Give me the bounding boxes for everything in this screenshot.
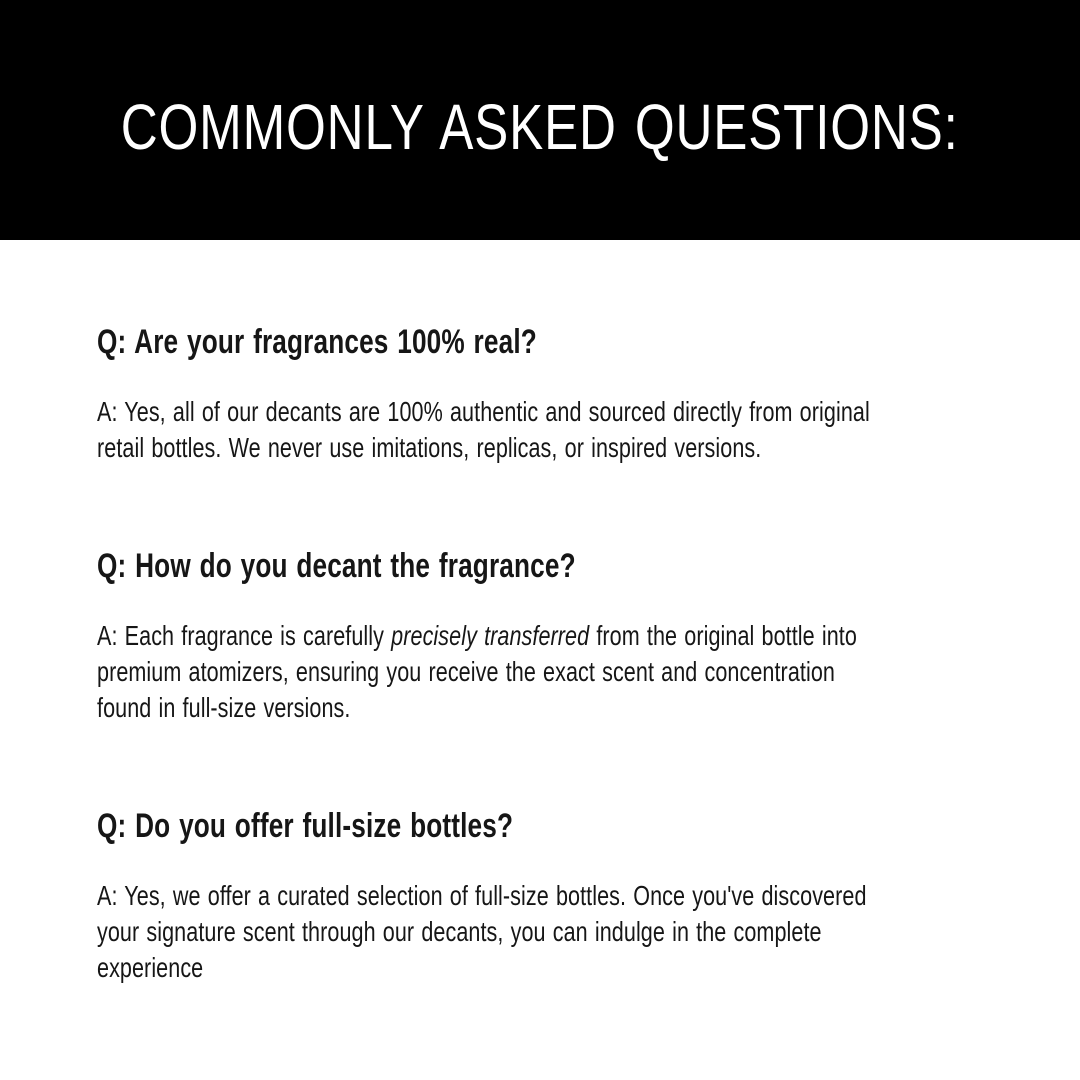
question-2: Q: How do you decant the fragrance? (97, 547, 576, 585)
answer-3-line-3: experience (97, 952, 204, 983)
answer-3-line-2: your signature scent through our decants, you can indulge in the complete (97, 916, 822, 947)
faq-item-1 (97, 240, 1020, 466)
answer-2-line-1 (97, 618, 857, 654)
answer-2-line-1-italic: precisely transferred (391, 620, 590, 651)
page-title: COMMONLY ASKED QUESTIONS: (121, 91, 959, 163)
answer-2-line-2: premium atomizers, ensuring you receive the exact scent and concentration (97, 656, 835, 687)
answer-2-line-3: found in full-size versions. (97, 692, 351, 723)
faq-content (0, 240, 1080, 986)
answer-1 (97, 394, 1020, 466)
answer-2-line-1-pre: A: Each fragrance is carefully (97, 620, 392, 651)
faq-item-3 (97, 806, 1020, 986)
answer-3 (97, 878, 1020, 986)
answer-2 (97, 618, 1020, 726)
question-1: Q: Are your fragrances 100% real? (97, 323, 537, 361)
answer-1-line-2: retail bottles. We never use imitations, replicas, or inspired versions. (97, 432, 762, 463)
header-band (0, 0, 1080, 240)
faq-item-2 (97, 546, 1020, 726)
answer-1-line-1: A: Yes, all of our decants are 100% authentic and sourced directly from original (97, 396, 870, 427)
answer-3-line-1: A: Yes, we offer a curated selection of full-size bottles. Once you've discovered (97, 880, 867, 911)
question-3: Q: Do you offer full-size bottles? (97, 807, 514, 845)
answer-2-line-1-post: from the original bottle into (589, 620, 857, 651)
